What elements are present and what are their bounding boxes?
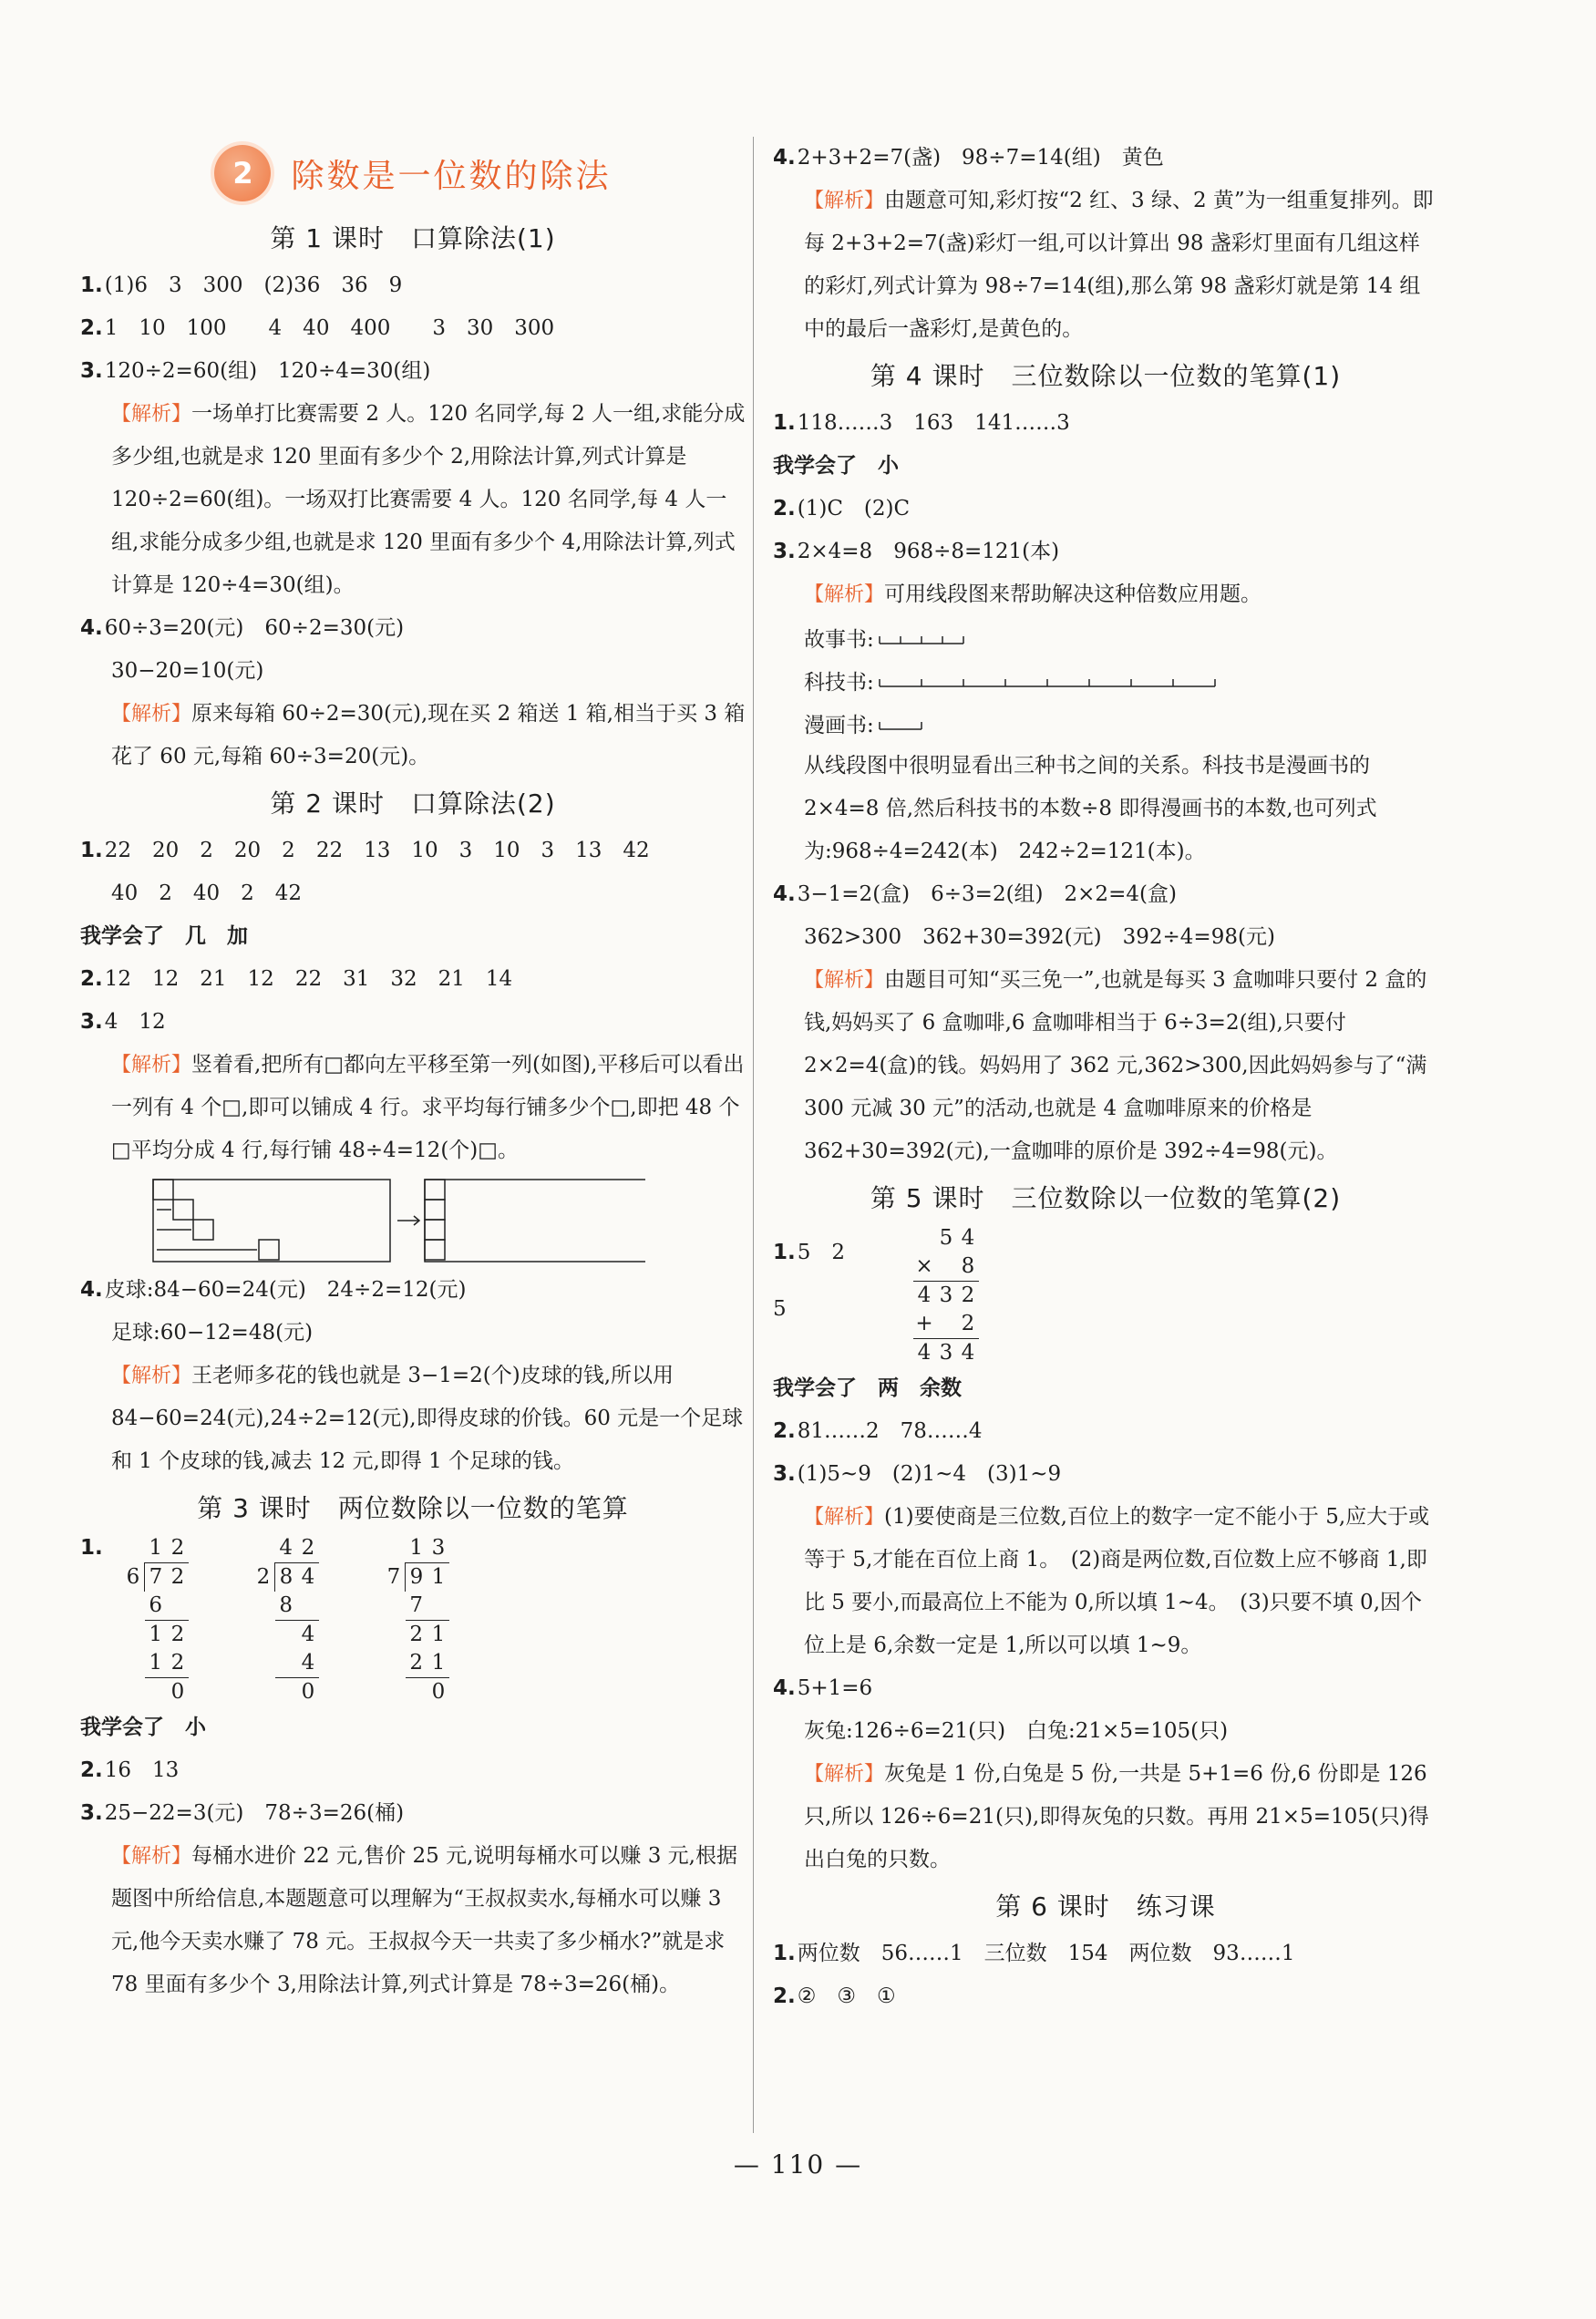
learned-line: 我学会了 小 bbox=[773, 454, 899, 478]
answer-line: 2.12 12 21 12 22 31 32 21 14 bbox=[80, 967, 513, 991]
vertical-multiplication: 1.5 2 5 5 4 × 8 4 3 2 + 2 4 3 4 bbox=[773, 1224, 1438, 1367]
learned-line: 我学会了 小 bbox=[80, 1716, 206, 1739]
answer-line: 3.2×4=8 968÷8=121(本) bbox=[773, 540, 1060, 563]
answer-line: 4.3−1=2(盒) 6÷3=2(组) 2×2=4(盒) bbox=[773, 882, 1177, 906]
answer-line: 4.2+3+2=7(盏) 98÷7=14(组) 黄色 bbox=[773, 146, 1164, 170]
long-division-3: 1 3 7 9 1 7 2 1 2 1 0 bbox=[383, 1534, 449, 1706]
answer-line: 40 2 40 2 42 bbox=[111, 881, 303, 905]
answer-line: 2.16 13 bbox=[80, 1758, 180, 1782]
tile-shift-figure bbox=[80, 1172, 746, 1269]
answer-line: 3.(1)5~9 (2)1~4 (3)1~9 bbox=[773, 1462, 1062, 1486]
segment-label: 漫画书: bbox=[804, 714, 874, 737]
long-division-row bbox=[113, 1534, 449, 1706]
answer-line: 1.118……3 163 141……3 bbox=[773, 411, 1070, 435]
right-column bbox=[773, 137, 1438, 2018]
learned-line: 我学会了 几 加 bbox=[80, 924, 248, 948]
analysis-paragraph: 【解析】灰兔是 1 份,白兔是 5 份,一共是 5+1=6 份,6 份即是 126 只,所以 126÷6=21(只),即得灰兔的只数。再用 21×5=105(只)得出白兔的只数。 bbox=[804, 1762, 1429, 1871]
segment-bar-science bbox=[878, 670, 1242, 692]
answer-line: 1.(1)6 3 300 (2)36 36 9 bbox=[80, 273, 403, 297]
lesson-1-title: 第 1 课时 口算除法(1) bbox=[270, 223, 556, 253]
long-division-group: 1. 1 2 6 7 2 6 1 2 1 2 0 4 2 2 8 4 8 4 4 0 1 3 7 9 1 7 2 1 2 1 0 bbox=[80, 1534, 746, 1706]
answer-line: 2.② ③ ① bbox=[773, 1984, 896, 2008]
analysis-paragraph: 【解析】由题意可知,彩灯按“2 红、3 绿、2 黄”为一组重复排列。即每 2+3+2=7(盏)彩灯一组,可以计算出 98 盏彩灯里面有几组这样的彩灯,列式计算为 98÷7=14(组),那么第 98 盏彩灯就是第 14 组中的最后一盏彩灯,是黄色的。 bbox=[804, 189, 1434, 341]
answer-line: 4.60÷3=20(元) 60÷2=30(元) bbox=[80, 616, 405, 640]
answer-line: 3.25−22=3(元) 78÷3=26(桶) bbox=[80, 1801, 405, 1825]
answer-line: 362>300 362+30=392(元) 392÷4=98(元) bbox=[804, 925, 1275, 949]
lesson-6-title: 第 6 课时 练习课 bbox=[995, 1891, 1216, 1922]
analysis-paragraph: 【解析】王老师多花的钱也就是 3−1=2(个)皮球的钱,所以用 84−60=24(元),24÷2=12(元),即得皮球的价钱。60 元是一个足球和 1 个皮球的钱,减去 12 元,即得 1 个足球的钱。 bbox=[111, 1364, 744, 1473]
answer-line: 2.1 10 100 4 40 400 3 30 300 bbox=[80, 316, 555, 340]
learned-line: 我学会了 两 余数 bbox=[773, 1376, 962, 1400]
column-divider bbox=[753, 137, 754, 2133]
analysis-paragraph: 【解析】竖着看,把所有□都向左平移至第一列(如图),平移后可以看出一列有 4 个□,即可以铺成 4 行。求平均每行铺多少个□,即把 48 个□平均分成 4 行,每行铺 48÷4=12(个)□。 bbox=[111, 1053, 745, 1162]
answer-line: 2.81……2 78……4 bbox=[773, 1419, 983, 1443]
answer-line: 3.4 12 bbox=[80, 1010, 166, 1034]
segment-bar-comic bbox=[878, 713, 932, 735]
lesson-5-title: 第 5 课时 三位数除以一位数的笔算(2) bbox=[870, 1183, 1342, 1213]
answer-line: 1.22 20 2 20 2 22 13 10 3 10 3 13 42 bbox=[80, 839, 650, 862]
answer-line: 2.(1)C (2)C bbox=[773, 497, 911, 520]
page-number: — 110 — bbox=[733, 2149, 863, 2180]
analysis-paragraph: 【解析】由题目可知“买三免一”,也就是每买 3 盒咖啡只要付 2 盒的钱,妈妈买了 6 盒咖啡,6 盒咖啡相当于 6÷3=2(组),只要付 2×2=4(盒)的钱。妈妈用了 362 元,362>300,因此妈妈参与了“满 300 元减 30 元”的活动,也就是 4 盒咖啡原来的价格是 362+30=392(元),一盒咖啡的原价是 392÷4=98(元)。 bbox=[804, 968, 1427, 1163]
segment-label: 科技书: bbox=[804, 671, 874, 695]
lesson-4-title: 第 4 课时 三位数除以一位数的笔算(1) bbox=[870, 361, 1342, 391]
answer-line: 4.皮球:84−60=24(元) 24÷2=12(元) bbox=[80, 1278, 467, 1302]
answer-line: 灰兔:126÷6=21(只) 白兔:21×5=105(只) bbox=[804, 1719, 1229, 1743]
left-column bbox=[80, 137, 746, 2006]
long-division-2: 4 2 2 8 4 8 4 4 0 bbox=[252, 1534, 319, 1706]
answer-line: 30−20=10(元) bbox=[111, 659, 264, 683]
answer-line: 足球:60−12=48(元) bbox=[111, 1321, 314, 1345]
analysis-paragraph: 【解析】一场单打比赛需要 2 人。120 名同学,每 2 人一组,求能分成多少组,也就是求 120 里面有多少个 2,用除法计算,列式计算是 120÷2=60(组)。一场双打比赛需要 4 人。120 名同学,每 4 人一组,求能分成多少组,也就是求 120 里面有多少个 4,用除法计算,列式计算是 120÷4=30(组)。 bbox=[111, 402, 746, 597]
vertical-calc: 5 4 × 8 4 3 2 + 2 4 3 4 bbox=[913, 1224, 979, 1367]
answer-line: 3.120÷2=60(组) 120÷4=30(组) bbox=[80, 359, 431, 383]
segment-storybook bbox=[773, 616, 1438, 659]
segment-label: 故事书: bbox=[804, 628, 874, 652]
answer-line: 4.5+1=6 bbox=[773, 1676, 873, 1700]
long-division-1: 1 2 6 7 2 6 1 2 1 2 0 bbox=[122, 1534, 189, 1706]
lesson-3-title: 第 3 课时 两位数除以一位数的笔算 bbox=[197, 1493, 629, 1523]
segment-science bbox=[773, 659, 1438, 702]
segment-comic bbox=[773, 702, 1438, 745]
chapter-title: 除数是一位数的除法 bbox=[291, 157, 612, 195]
analysis-paragraph: 【解析】可用线段图来帮助解决这种倍数应用题。 bbox=[804, 582, 1262, 606]
segment-bar-storybook bbox=[878, 627, 987, 649]
lesson-2-title: 第 2 课时 口算除法(2) bbox=[270, 788, 556, 819]
analysis-paragraph: 【解析】原来每箱 60÷2=30(元),现在买 2 箱送 1 箱,相当于买 3 箱花了 60 元,每箱 60÷3=20(元)。 bbox=[111, 702, 746, 768]
analysis-paragraph: 【解析】每桶水进价 22 元,售价 25 元,说明每桶水可以赚 3 元,根据题图中所给信息,本题题意可以理解为“王叔叔卖水,每桶水可以赚 3 元,他今天卖水赚了 78 元。王叔叔今天一共卖了多少桶水?”就是求 78 里面有多少个 3,用除法计算,列式计算是 78÷3=26(桶)。 bbox=[111, 1844, 737, 1996]
analysis-paragraph: 从线段图中很明显看出三种书之间的关系。科技书是漫画书的 2×4=8 倍,然后科技书的本数÷8 即得漫画书的本数,也可列式为:968÷4=242(本) 242÷2=121(本)。 bbox=[804, 754, 1377, 863]
tile-shift-diagram bbox=[80, 1172, 645, 1269]
analysis-paragraph: 【解析】(1)要使商是三位数,百位上的数字一定不能小于 5,应大于或等于 5,才能在百位上商 1。 (2)商是两位数,百位数上应不够商 1,即比 5 要小,而最高位上不能为 0,所以填 1~4。 (3)只要不填 0,因个位上是 6,余数一定是 1,所以可以填 1~9。 bbox=[804, 1505, 1430, 1657]
chapter-heading bbox=[80, 137, 746, 210]
answer-line: 1.两位数 56……1 三位数 154 两位数 93……1 bbox=[773, 1942, 1295, 1965]
chapter-badge: 2 bbox=[214, 145, 271, 201]
